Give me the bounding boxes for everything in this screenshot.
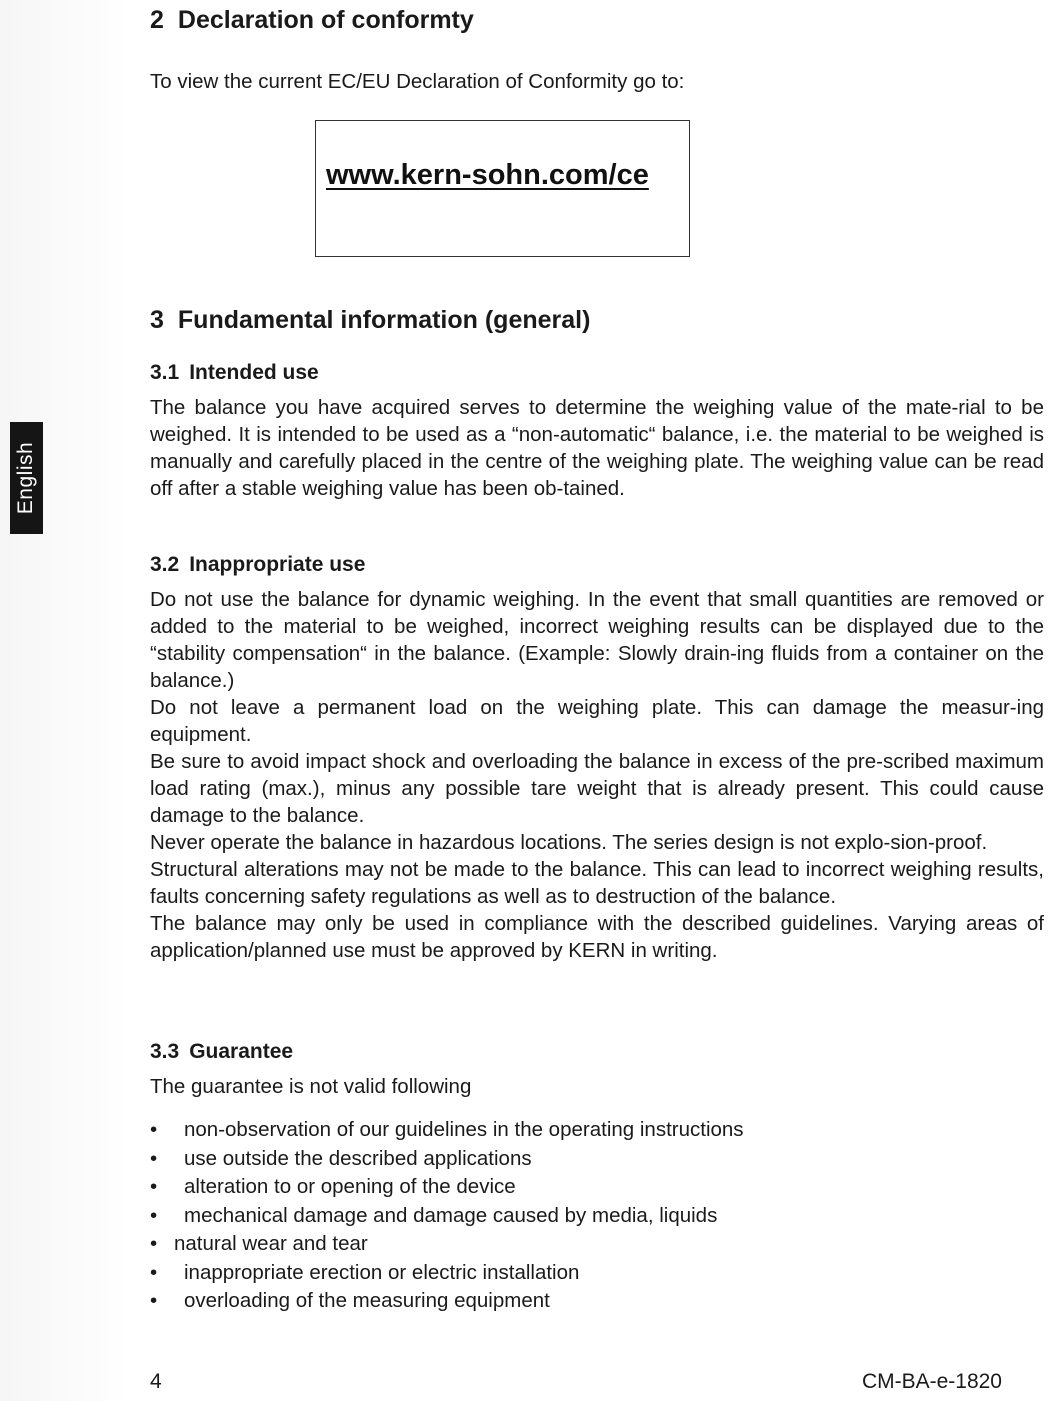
ce-link-box (315, 120, 690, 257)
bullet-icon: • (150, 1289, 158, 1312)
paragraph: Structural alterations may not be made to the balance. This can lead to incorrect weighing results, faults concerning safety regulations as well as to destruction of the balance. (150, 858, 1044, 908)
subsection-3-1-heading (150, 361, 319, 385)
list-item: • inappropriate erection or electric installation (150, 1259, 1030, 1288)
subsection-title: Intended use (189, 361, 319, 384)
page-number: 4 (150, 1370, 162, 1393)
intended-use-text: The balance you have acquired serves to determine the weighing value of the mate-rial to be weighed. It is intended to be used as a “non-automatic“ balance, i.e. the material to be weighed is manually and carefully placed in the centre of the weighing plate. The weighing value can be read off after a stable weighing value has been ob-tained. (150, 396, 1044, 500)
guarantee-exclusions-list (150, 1116, 1030, 1316)
bullet-icon: • (150, 1175, 158, 1198)
page-margin-shade (0, 0, 128, 1401)
bullet-icon: • (150, 1260, 158, 1284)
language-tab-label: English (14, 441, 38, 515)
section-3-heading (150, 306, 590, 335)
subsection-number: 3.3 (150, 1040, 180, 1063)
list-item: • mechanical damage and damage caused by media, liquids (150, 1202, 1030, 1231)
subsection-number: 3.1 (150, 361, 180, 384)
subsection-3-2-heading (150, 553, 365, 577)
subsection-3-3-heading (150, 1040, 293, 1064)
bullet-icon: • (150, 1146, 158, 1170)
list-item: • alteration to or opening of the device (150, 1173, 1030, 1202)
list-item: • overloading of the measuring equipment (150, 1287, 1030, 1316)
section-number: 2 (150, 6, 164, 34)
subsection-title: Inappropriate use (189, 553, 366, 576)
list-item: • use outside the described applications (150, 1145, 1030, 1174)
section-title: Fundamental information (general) (177, 306, 591, 334)
bullet-icon: • (150, 1203, 158, 1227)
bullet-icon: • (150, 1232, 158, 1255)
paragraph: Be sure to avoid impact shock and overloading the balance in excess of the pre-scribed maximum load rating (max.), minus any possible tare weight that is already present. This could cause damage to the balance. (150, 750, 1044, 827)
paragraph: The balance may only be used in compliance with the described guidelines. Varying areas of application/planned use must be approved by KERN in writing. (150, 912, 1044, 962)
bullet-icon: • (150, 1118, 158, 1141)
paragraph: Do not leave a permanent load on the weighing plate. This can damage the measur-ing equipment. (150, 696, 1044, 746)
list-item: • natural wear and tear (150, 1230, 1030, 1259)
document-code: CM-BA-e-1820 (861, 1370, 1002, 1393)
section-2-heading (150, 6, 474, 35)
section-2-intro: To view the current EC/EU Declaration of Conformity go to: (150, 70, 685, 93)
list-item: • non-observation of our guidelines in the operating instructions (150, 1116, 1030, 1145)
guarantee-intro: The guarantee is not valid following (150, 1075, 472, 1098)
section-number: 3 (150, 306, 164, 334)
paragraph: Never operate the balance in hazardous locations. The series design is not explo-sion-proof. (150, 831, 988, 854)
inappropriate-use-text (150, 586, 1044, 964)
subsection-number: 3.2 (150, 553, 180, 576)
declaration-link[interactable]: www.kern-sohn.com/ce (326, 159, 649, 191)
section-title: Declaration of conformty (177, 6, 474, 34)
language-tab (10, 422, 43, 534)
paragraph: Do not use the balance for dynamic weighing. In the event that small quantities are removed or added to the material to be weighed, incorrect weighing results can be displayed due to the “stability compensation“ in the balance. (Example: Slowly drain-ing fluids from a container on the balance.) (150, 588, 1044, 692)
subsection-title: Guarantee (189, 1040, 294, 1063)
